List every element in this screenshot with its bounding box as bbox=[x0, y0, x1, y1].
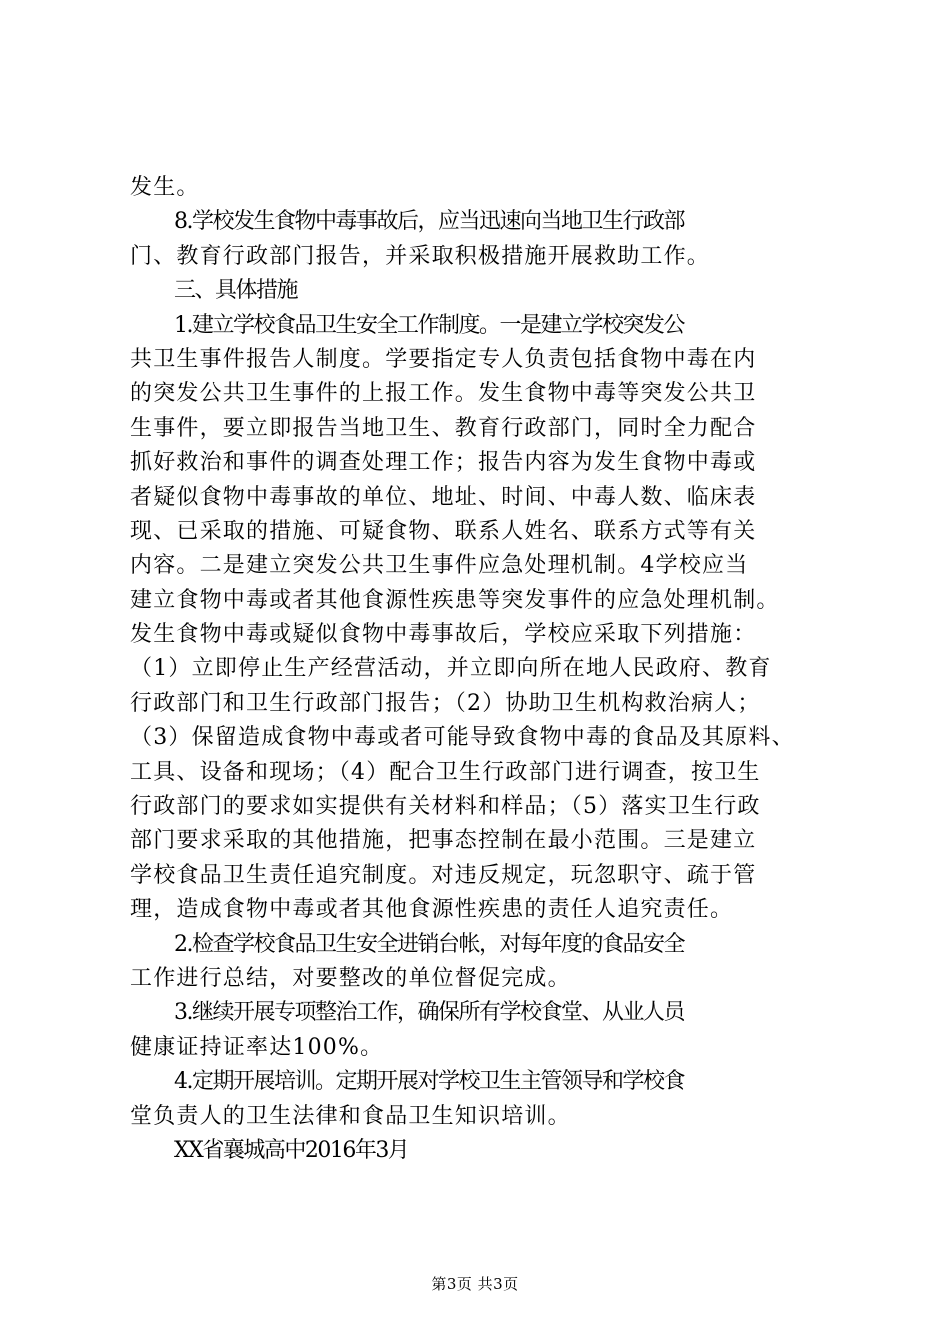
text-line: XX省襄城高中2016年3月 bbox=[174, 1137, 409, 1163]
text-line: 理，造成食物中毒或者其他食源性疾患的责任人追究责任。 bbox=[130, 897, 734, 923]
page-footer: 第3页 共3页 bbox=[431, 1275, 519, 1293]
text-line: 生事件，要立即报告当地卫生、教育行政部门，同时全力配合 bbox=[130, 415, 757, 441]
text-line: 行政部门的要求如实提供有关材料和样品；（5）落实卫生行政 bbox=[130, 794, 761, 820]
text-line: 8.学校发生食物中毒事故后，应当迅速向当地卫生行政部 bbox=[174, 209, 684, 235]
text-line: 行政部门和卫生行政部门报告；（2）协助卫生机构救治病人； bbox=[130, 690, 761, 716]
text-line: 1.建立学校食品卫生安全工作制度。一是建立学校突发公 bbox=[174, 312, 684, 338]
text-line: 的突发公共卫生事件的上报工作。发生食物中毒等突发公共卫 bbox=[130, 381, 757, 407]
text-line: 3.继续开展专项整治工作，确保所有学校食堂、从业人员 bbox=[174, 1000, 684, 1026]
text-line: 门、教育行政部门报告，并采取积极措施开展救助工作。 bbox=[130, 243, 711, 269]
text-line: 者疑似食物中毒事故的单位、地址、时间、中毒人数、临床表 bbox=[130, 484, 757, 510]
text-line: （1）立即停止生产经营活动，并立即向所在地人民政府、教育 bbox=[130, 656, 772, 682]
text-line: 4.定期开展培训。定期开展对学校卫生主管领导和学校食 bbox=[174, 1069, 684, 1095]
text-line: 部门要求采取的其他措施，把事态控制在最小范围。三是建立 bbox=[130, 828, 757, 854]
text-line: 学校食品卫生责任追究制度。对违反规定，玩忽职守、疏于管 bbox=[130, 862, 757, 888]
text-line: 发生食物中毒或疑似食物中毒事故后，学校应采取下列措施： bbox=[130, 622, 757, 648]
text-line: 工作进行总结，对要整改的单位督促完成。 bbox=[130, 965, 571, 991]
text-line: 建立食物中毒或者其他食源性疾患等突发事件的应急处理机制。 bbox=[130, 587, 780, 613]
document-body bbox=[130, 171, 855, 1168]
text-line: 2.检查学校食品卫生安全进销台帐，对每年度的食品安全 bbox=[174, 931, 684, 957]
text-line: （3）保留造成食物中毒或者可能导致食物中毒的食品及其原料、 bbox=[130, 725, 795, 751]
text-line: 发生。 bbox=[130, 175, 200, 200]
text-line: 堂负责人的卫生法律和食品卫生知识培训。 bbox=[130, 1103, 571, 1129]
text-line: 内容。二是建立突发公共卫生事件应急处理机制。4学校应当 bbox=[130, 553, 749, 579]
text-line: 抓好救治和事件的调查处理工作；报告内容为发生食物中毒或 bbox=[130, 450, 757, 476]
text-line: 三、具体措施 bbox=[174, 278, 298, 304]
text-line: 工具、设备和现场；（4）配合卫生行政部门进行调查，按卫生 bbox=[130, 759, 761, 785]
text-line: 共卫生事件报告人制度。学要指定专人负责包括食物中毒在内 bbox=[130, 346, 757, 372]
text-line: 现、已采取的措施、可疑食物、联系人姓名、联系方式等有关 bbox=[130, 518, 757, 544]
text-line: 健康证持证率达100%。 bbox=[130, 1034, 384, 1060]
